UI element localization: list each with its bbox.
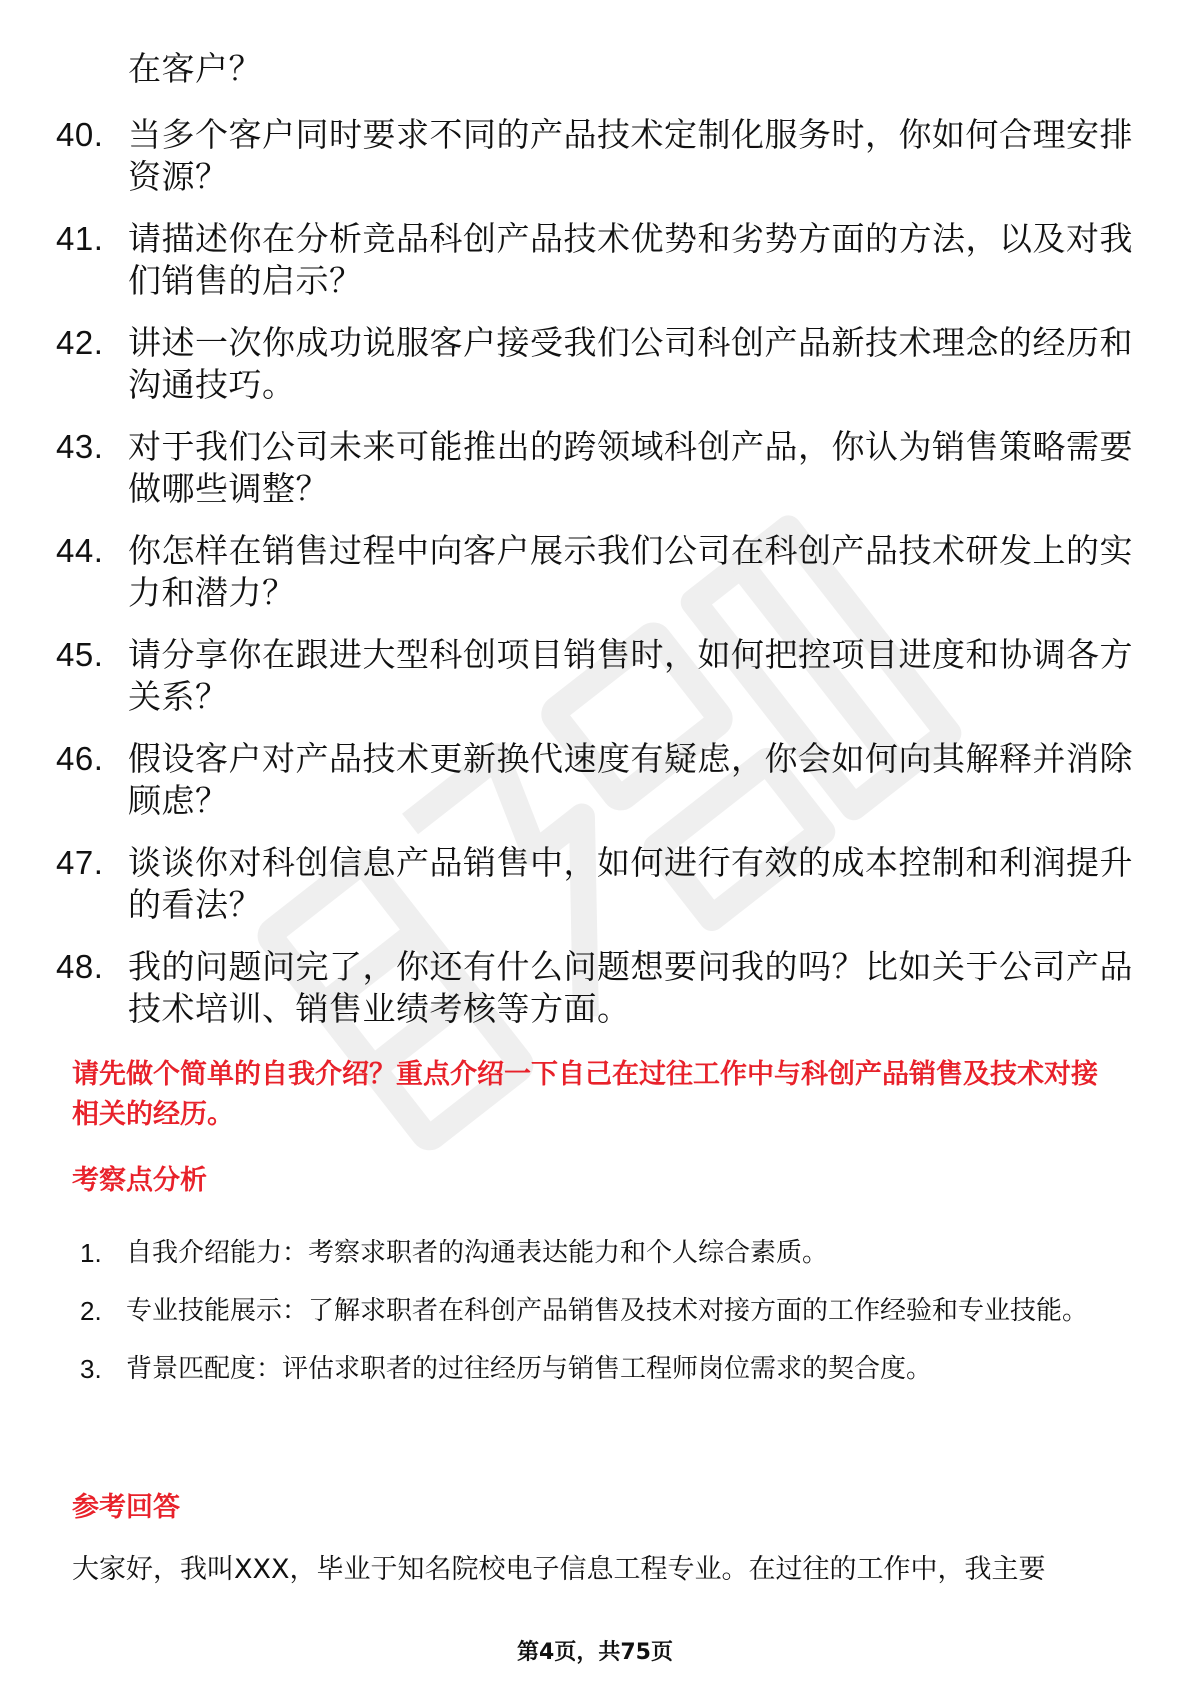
question-item bbox=[56, 426, 1136, 510]
analysis-list bbox=[80, 1225, 1130, 1399]
question-number: 42. bbox=[56, 324, 104, 361]
question-number: 46. bbox=[56, 740, 104, 777]
question-item bbox=[56, 114, 1136, 198]
question-text: 谈谈你对科创信息产品销售中，如何进行有效的成本控制和利润提升的看法？ bbox=[128, 843, 1133, 924]
question-number: 40. bbox=[56, 116, 104, 153]
reference-answer: 大家好，我叫XXX，毕业于知名院校电子信息工程专业。在过往的工作中，我主要 bbox=[72, 1554, 1046, 1585]
analysis-text: 自我介绍能力：考察求职者的沟通表达能力和个人综合素质。 bbox=[126, 1238, 829, 1268]
analysis-number: 1. bbox=[80, 1238, 102, 1268]
question-number: 44. bbox=[56, 532, 104, 569]
reference-heading: 参考回答 bbox=[72, 1492, 180, 1523]
question-item bbox=[56, 218, 1136, 302]
featured-question: 请先做个简单的自我介绍？重点介绍一下自己在过往工作中与科创产品销售及技术对接相关的经历。 bbox=[72, 1059, 1098, 1130]
analysis-item bbox=[80, 1341, 1130, 1397]
question-text: 请描述你在分析竞品科创产品技术优势和劣势方面的方法，以及对我们销售的启示？ bbox=[128, 219, 1133, 300]
question-item bbox=[56, 842, 1136, 926]
analysis-number: 2. bbox=[80, 1296, 102, 1326]
question-item bbox=[56, 530, 1136, 614]
question-text: 对于我们公司未来可能推出的跨领域科创产品，你认为销售策略需要做哪些调整？ bbox=[128, 427, 1133, 508]
question-number: 43. bbox=[56, 428, 104, 465]
question-item bbox=[56, 322, 1136, 406]
question-text: 你怎样在销售过程中向客户展示我们公司在科创产品技术研发上的实力和潜力？ bbox=[128, 531, 1133, 612]
question-item bbox=[56, 48, 1136, 90]
page-footer: 第4页，共75页 bbox=[517, 1640, 673, 1665]
analysis-heading: 考察点分析 bbox=[72, 1165, 207, 1196]
analysis-text: 背景匹配度：评估求职者的过往经历与销售工程师岗位需求的契合度。 bbox=[126, 1354, 933, 1384]
question-text: 假设客户对产品技术更新换代速度有疑虑，你会如何向其解释并消除顾虑？ bbox=[128, 739, 1133, 820]
question-number: 45. bbox=[56, 636, 104, 673]
analysis-number: 3. bbox=[80, 1354, 102, 1384]
question-list bbox=[56, 48, 1136, 1050]
analysis-item bbox=[80, 1283, 1130, 1339]
question-text: 我的问题问完了，你还有什么问题想要问我的吗？比如关于公司产品技术培训、销售业绩考核等方面。 bbox=[128, 947, 1133, 1028]
question-number: 47. bbox=[56, 844, 104, 881]
question-number: 41. bbox=[56, 220, 104, 257]
question-text: 在客户？ bbox=[128, 49, 262, 88]
question-number: 48. bbox=[56, 948, 104, 985]
question-item bbox=[56, 946, 1136, 1030]
analysis-item bbox=[80, 1225, 1130, 1281]
question-item bbox=[56, 634, 1136, 718]
question-text: 讲述一次你成功说服客户接受我们公司科创产品新技术理念的经历和沟通技巧。 bbox=[128, 323, 1133, 404]
analysis-text: 专业技能展示：了解求职者在科创产品销售及技术对接方面的工作经验和专业技能。 bbox=[126, 1296, 1089, 1326]
question-item bbox=[56, 738, 1136, 822]
question-text: 请分享你在跟进大型科创项目销售时，如何把控项目进度和协调各方关系？ bbox=[128, 635, 1133, 716]
question-text: 当多个客户同时要求不同的产品技术定制化服务时，你如何合理安排资源？ bbox=[128, 115, 1133, 196]
